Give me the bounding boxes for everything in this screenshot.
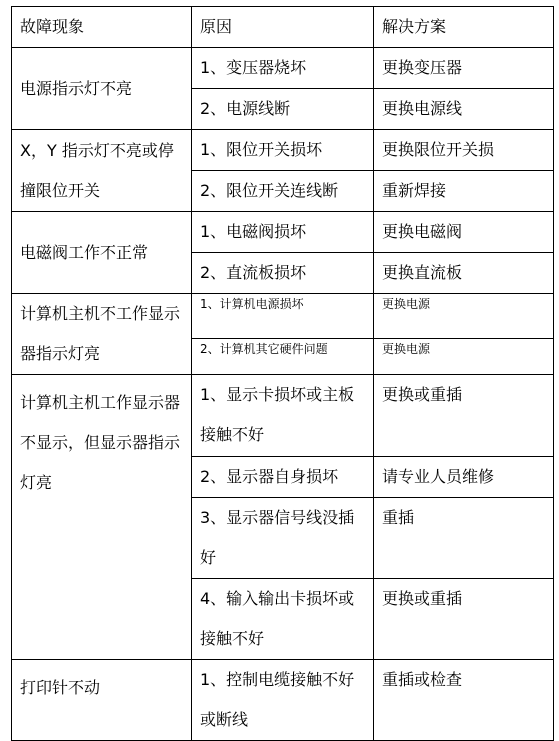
table-row <box>12 375 554 457</box>
solution-cell: 更换或重插 <box>374 579 554 660</box>
table-row <box>12 130 554 171</box>
header-solution: 解决方案 <box>374 7 554 48</box>
cause-cell: 3、显示器信号线没插好 <box>192 498 374 579</box>
table-row <box>12 48 554 89</box>
cause-cell: 1、控制电缆接触不好或断线 <box>192 660 374 741</box>
solution-cell: 更换电源线 <box>374 89 554 130</box>
phenomenon-cell: X，Y 指示灯不亮或停撞限位开关 <box>12 130 192 212</box>
table-row <box>12 294 554 339</box>
cause-cell: 2、计算机其它硬件问题 <box>192 339 374 375</box>
cause-cell: 1、限位开关损坏 <box>192 130 374 171</box>
phenomenon-cell: 计算机主机工作显示器不显示，但显示器指示灯亮 <box>12 375 192 660</box>
header-cause: 原因 <box>192 7 374 48</box>
cause-cell: 4、输入输出卡损坏或接触不好 <box>192 579 374 660</box>
solution-cell: 更换电源 <box>374 294 554 339</box>
solution-cell: 更换或重插 <box>374 375 554 457</box>
table-row <box>12 660 554 741</box>
solution-cell: 重插 <box>374 498 554 579</box>
phenomenon-cell: 电源指示灯不亮 <box>12 48 192 130</box>
cause-cell: 1、显示卡损坏或主板接触不好 <box>192 375 374 457</box>
header-phenomenon: 故障现象 <box>12 7 192 48</box>
cause-cell: 1、电磁阀损坏 <box>192 212 374 253</box>
solution-cell: 更换电源 <box>374 339 554 375</box>
cause-cell: 2、显示器自身损坏 <box>192 457 374 498</box>
phenomenon-cell: 计算机主机不工作显示器指示灯亮 <box>12 294 192 375</box>
fault-table <box>11 6 554 741</box>
phenomenon-cell: 打印针不动 <box>12 660 192 741</box>
table-row <box>12 212 554 253</box>
cause-cell: 1、计算机电源损坏 <box>192 294 374 339</box>
cause-cell: 1、变压器烧坏 <box>192 48 374 89</box>
cause-cell: 2、限位开关连线断 <box>192 171 374 212</box>
cause-cell: 2、直流板损坏 <box>192 253 374 294</box>
header-row <box>12 7 554 48</box>
solution-cell: 更换电磁阀 <box>374 212 554 253</box>
cause-cell: 2、电源线断 <box>192 89 374 130</box>
phenomenon-cell: 电磁阀工作不正常 <box>12 212 192 294</box>
solution-cell: 更换变压器 <box>374 48 554 89</box>
solution-cell: 更换限位开关损 <box>374 130 554 171</box>
solution-cell: 更换直流板 <box>374 253 554 294</box>
solution-cell: 重插或检查 <box>374 660 554 741</box>
solution-cell: 请专业人员维修 <box>374 457 554 498</box>
solution-cell: 重新焊接 <box>374 171 554 212</box>
